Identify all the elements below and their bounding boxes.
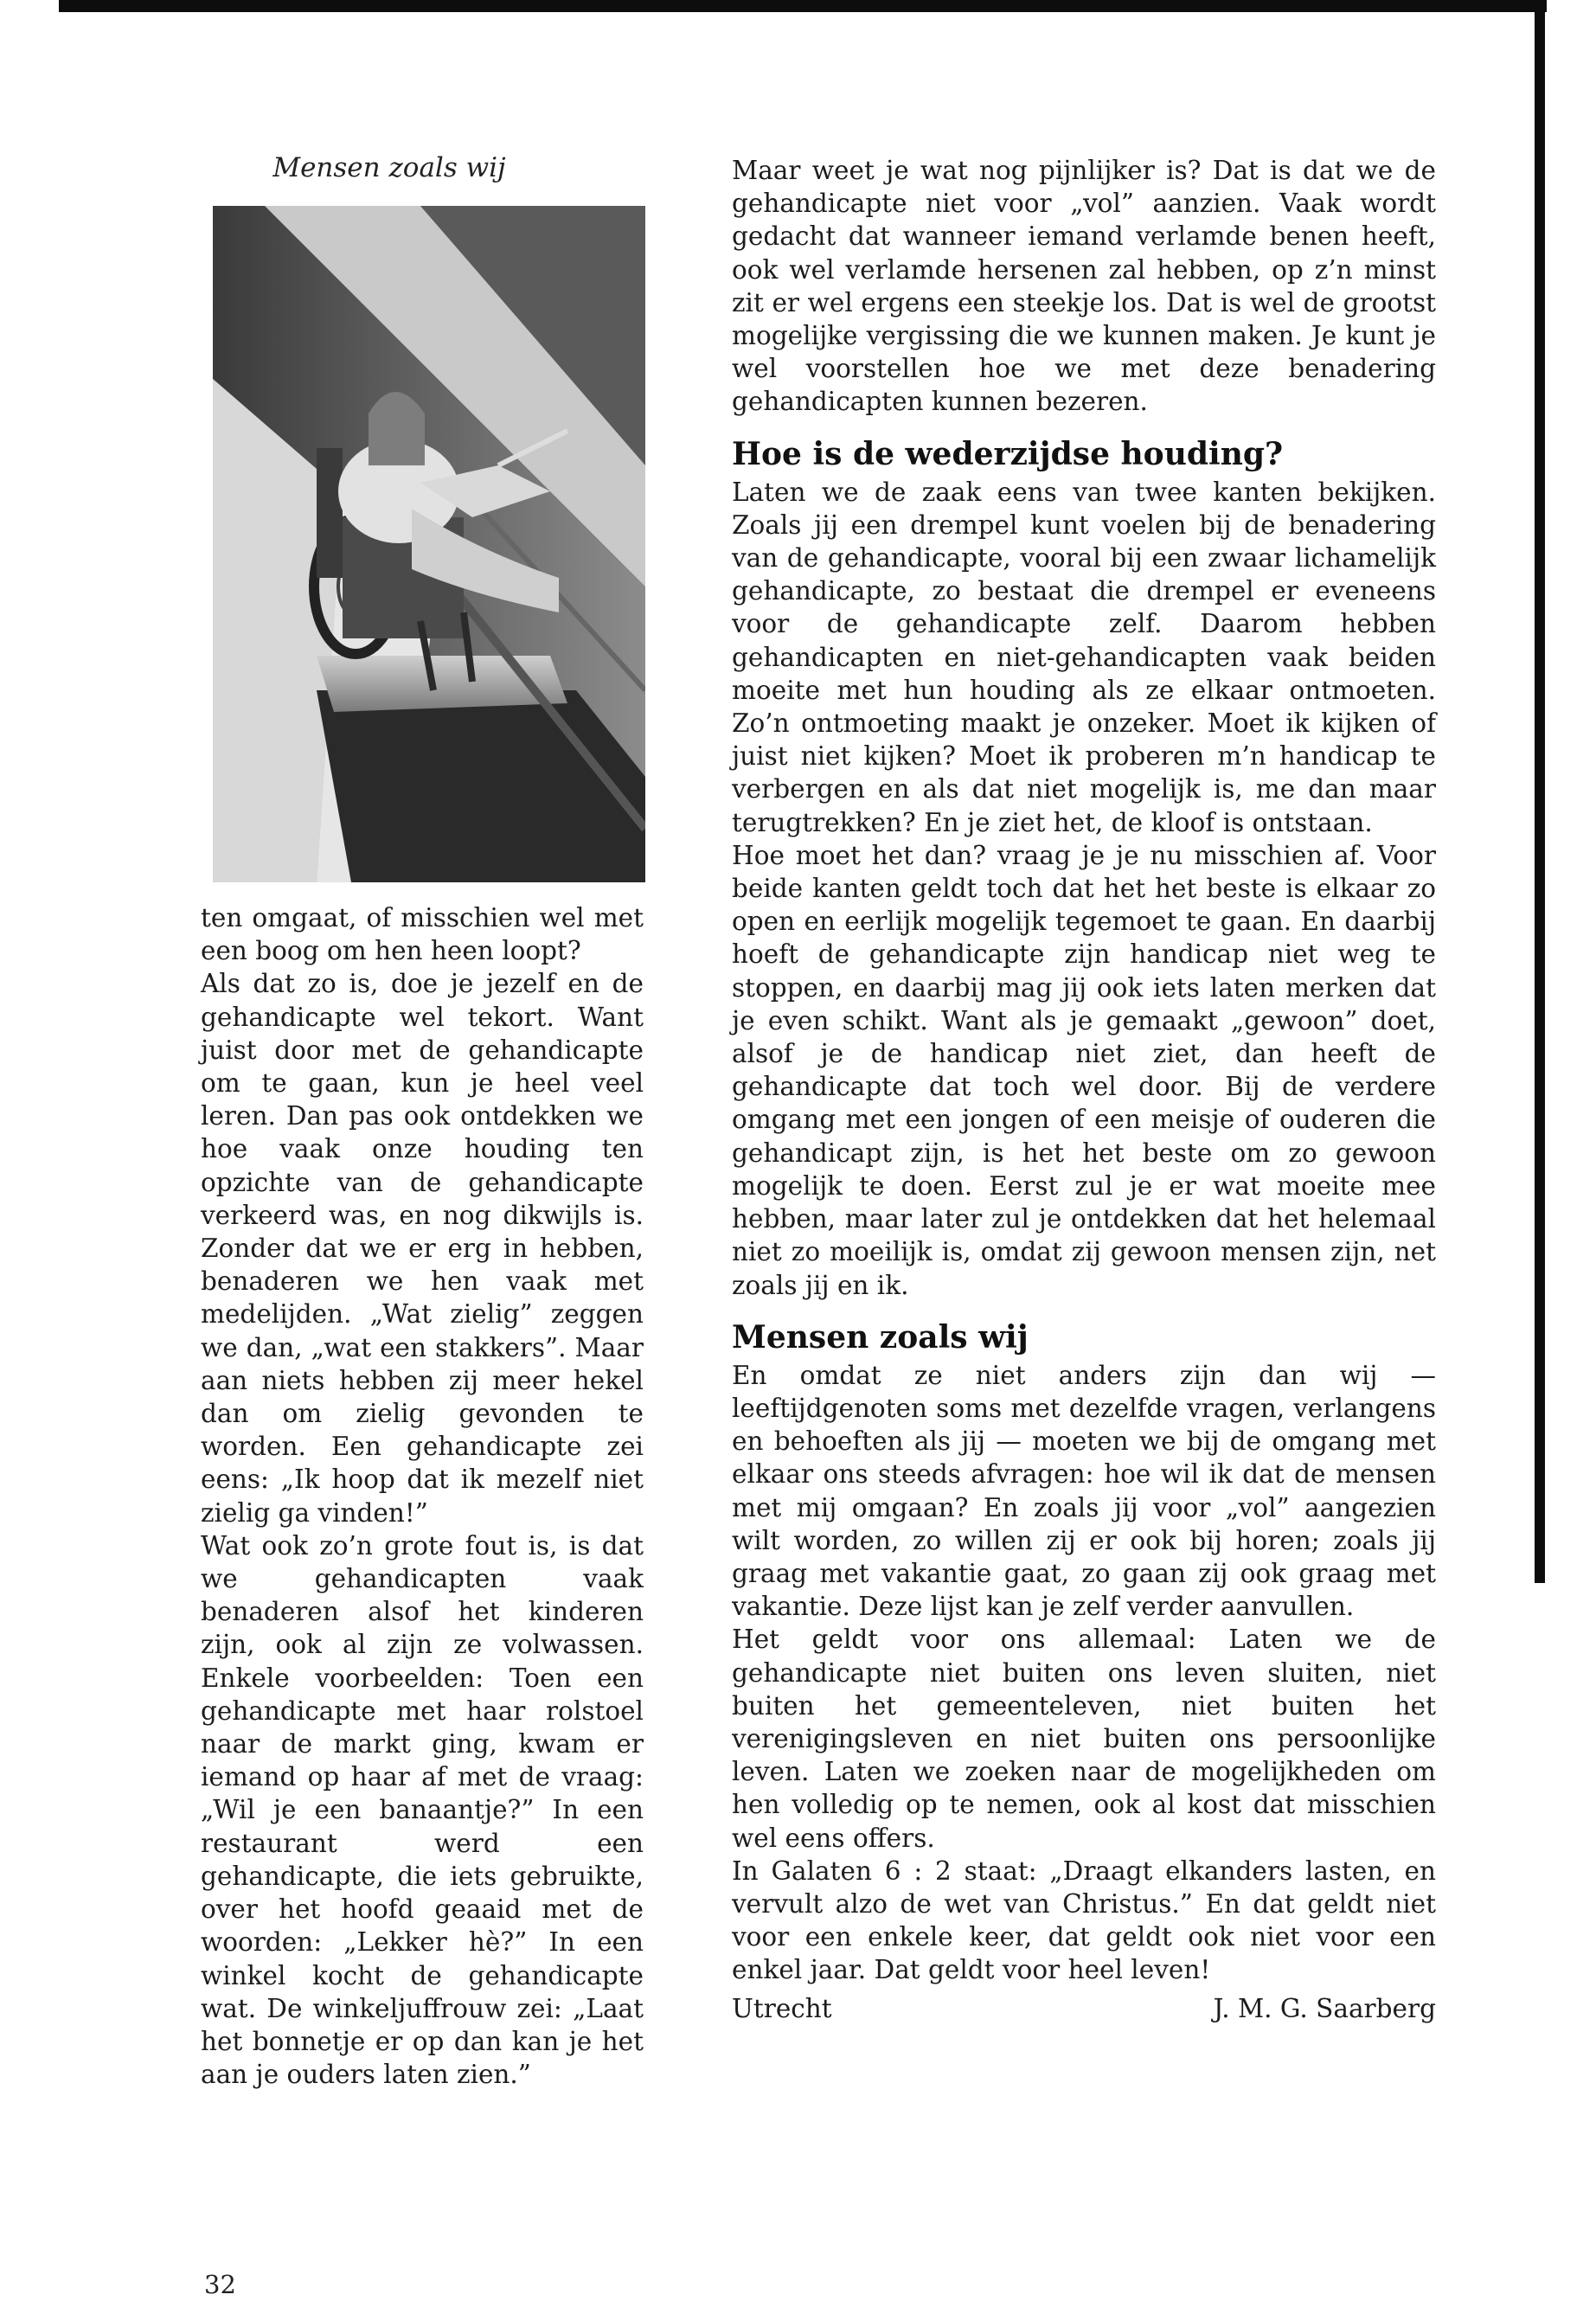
paragraph: En omdat ze niet anders zijn dan wij — leeftijdgenoten soms met dezelfde vragen, verlangens en behoeften als jij — moeten we bij de omgang met elkaar ons steeds afvragen: hoe wil ik dat de mensen met mij omgaan? En zoals jij voor „vol” aangezien wilt worden, zo willen zij er ook bij horen; zoals jij graag met vakantie gaat, zo gaan zij ook graag met vakantie. Deze lijst kan je zelf verder aanvullen. xyxy=(732,1360,1436,1622)
top-border-rule xyxy=(59,0,1547,12)
page-number: 32 xyxy=(204,2270,236,2299)
right-border-rule xyxy=(1535,0,1545,1583)
paragraph: ten omgaat, of misschien wel met een boog om hen heen loopt? xyxy=(201,903,644,966)
author: J. M. G. Saarberg xyxy=(1213,1993,1436,2023)
paragraph: Het geldt voor ons allemaal: Laten we de gehandicapte niet buiten ons leven sluiten, niet buiten het gemeenteleven, niet buiten het verenigingsleven en niet buiten ons persoonlijke leven. Laten we zoeken naar de mogelijkheden om hen volledig op te nemen, ook al kost dat misschien wel eens offers. xyxy=(732,1625,1436,1853)
photo-illustration xyxy=(213,206,645,882)
running-title: Mensen zoals wij xyxy=(272,152,506,183)
paragraph: Als dat zo is, doe je jezelf en de gehandicapte wel tekort. Want juist door met de gehandicapte om te gaan, kun je heel veel leren. Dan pas ook ontdekken we hoe vaak onze houding ten opzichte van de gehandicapte verkeerd was, en nog dikwijls is. Zonder dat we er erg in hebben, benaderen we hen vaak met medelijden. „Wat zielig” zeggen we dan, „wat een stakkers”. Maar aan niets hebben zij meer hekel dan om zielig gevonden te worden. Een gehandicapte zei eens: „Ik hoop dat ik mezelf niet zielig ga vinden!” xyxy=(201,969,644,1528)
right-text-column xyxy=(732,154,1436,2025)
photo-wheelchair-stairlift xyxy=(213,206,645,882)
paragraph: Wat ook zo’n grote fout is, is dat we gehandicapten vaak benaderen alsof het kinderen zijn, ook al zijn ze volwassen. Enkele voorbeelden: Toen een gehandicapte met haar rolstoel naar de markt ging, kwam er iemand op haar af met de vraag: „Wil je een banaantje?” In een restaurant werd een gehandicapte, die iets gebruikte, over het hoofd geaaid met de woorden: „Lekker hè?” In een winkel kocht de gehandicapte wat. De winkeljuffrouw zei: „Laat het bonnetje er op dan kan je het aan je ouders laten zien.” xyxy=(201,1530,644,2090)
paragraph: In Galaten 6 : 2 staat: „Draagt elkanders lasten, en vervult alzo de wet van Christus.” En dat geldt niet voor een enkele keer, dat geldt ook niet voor een enkel jaar. Dat geldt voor heel leven! xyxy=(732,1856,1436,1985)
paragraph: Laten we de zaak eens van twee kanten bekijken. Zoals jij een drempel kunt voelen bij de benadering van de gehandicapte, vooral bij een zwaar lichamelijk gehandicapte, zo bestaat die drempel er eveneens voor de gehandicapte zelf. Daarom hebben gehandicapten en niet-gehandicapten vaak beiden moeite met hun houding als ze elkaar ontmoeten. Zo’n ontmoeting maakt je onzeker. Moet ik kijken of juist niet kijken? Moet ik proberen m’n handicap te verbergen en als dat niet mogelijk is, me dan maar terugtrekken? En je ziet het, de kloof is ontstaan. xyxy=(732,477,1436,837)
section-heading: Hoe is de wederzijdse houding? xyxy=(732,435,1284,472)
section-heading: Mensen zoals wij xyxy=(732,1318,1029,1356)
paragraph: Maar weet je wat nog pijnlijker is? Dat is dat we de gehandicapte niet voor „vol” aanzien. Vaak wordt gedacht dat wanneer iemand verlamde benen heeft, ook wel verlamde hersenen zal hebben, op z’n minst zit er wel ergens een steekje los. Dat is wel de grootst mogelijke vergissing die we kunnen maken. Je kunt je wel voorstellen hoe we met deze benadering gehandicapten kunnen bezeren. xyxy=(732,156,1436,417)
left-text-column xyxy=(201,901,644,2091)
paragraph: Hoe moet het dan? vraag je je nu misschien af. Voor beide kanten geldt toch dat het het beste is elkaar zo open en eerlijk mogelijk tegemoet te gaan. En daarbij hoeft de gehandicapte zijn handicap niet weg te stoppen, en daarbij mag jij ook iets laten merken dat je even schikt. Want als je gemaakt „gewoon” doet, alsof je de handicap niet ziet, dan heeft de gehandicapte dat toch wel door. Bij de verdere omgang met een jongen of een meisje of ouderen die gehandicapt zijn, is het het beste om zo gewoon mogelijk te doen. Eerst zul je er wat moeite mee hebben, maar later zul je ontdekken dat het helemaal niet zo moeilijk is, omdat zij gewoon mensen zijn, net zoals jij en ik. xyxy=(732,840,1436,1300)
place: Utrecht xyxy=(732,1993,832,2023)
signoff xyxy=(732,1992,1436,2025)
